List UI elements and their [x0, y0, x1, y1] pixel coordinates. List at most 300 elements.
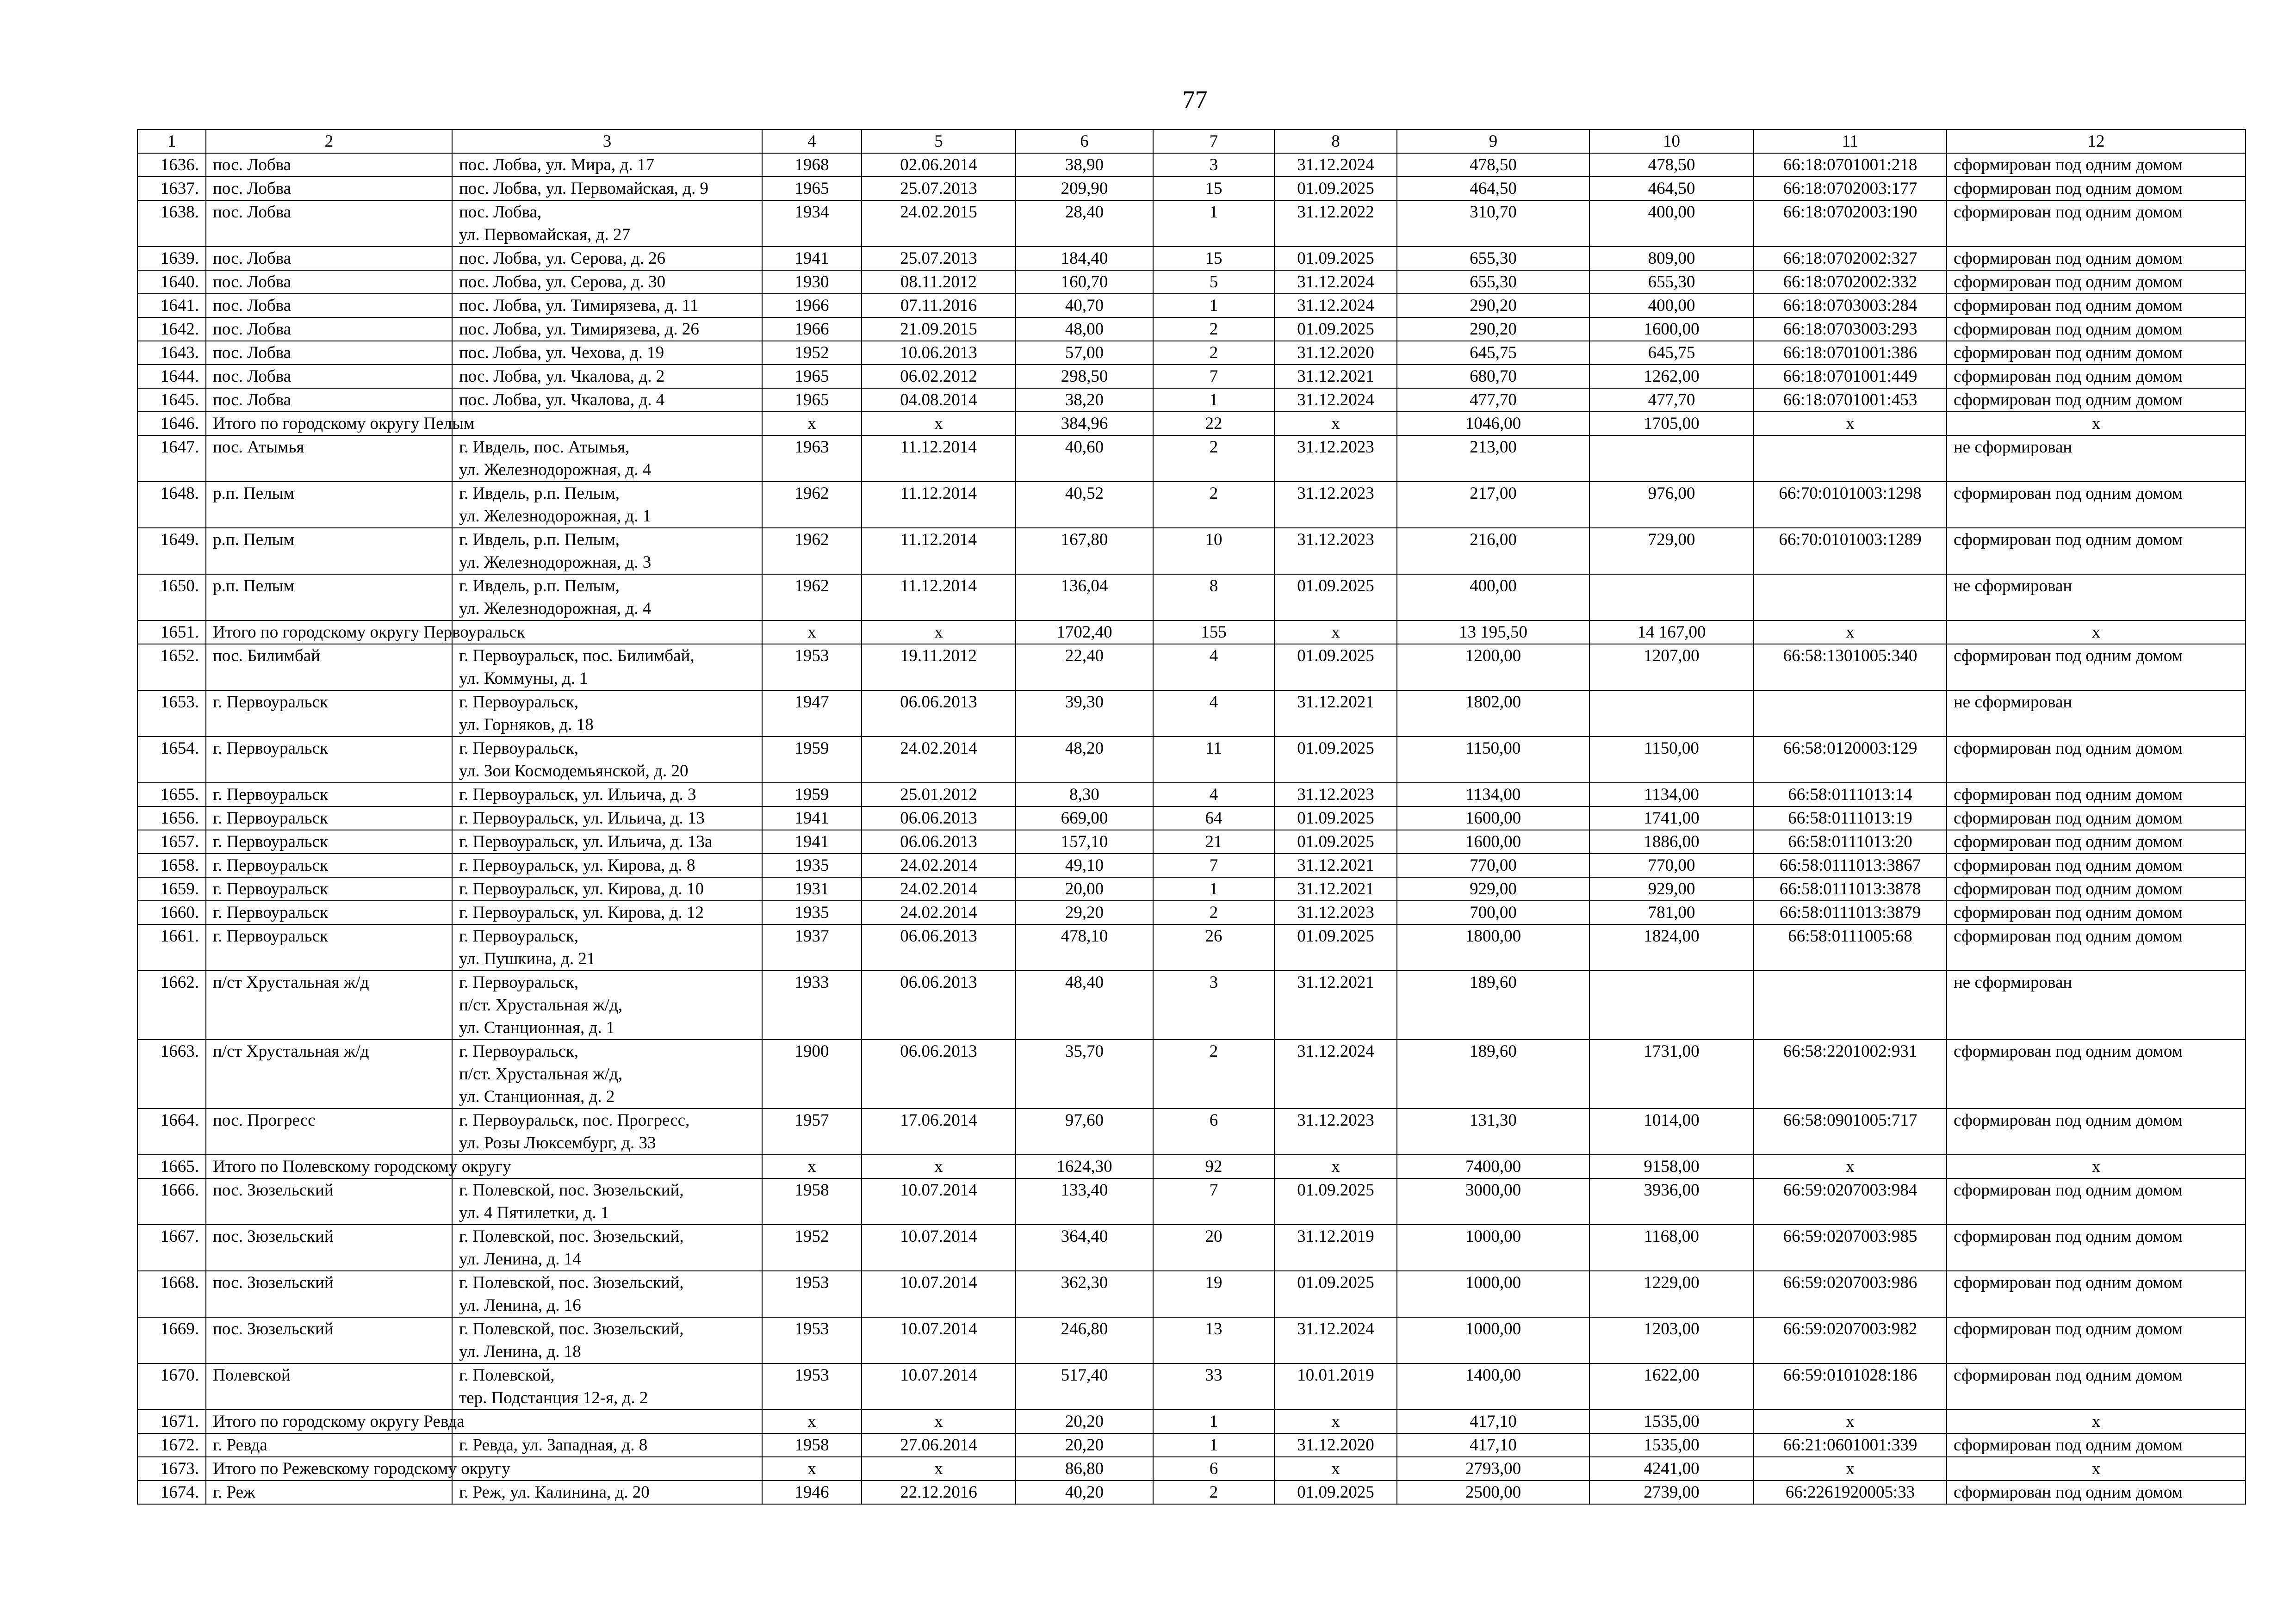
address-line: ул. Горняков, д. 18 — [459, 715, 594, 734]
row-number: 1644. — [137, 365, 206, 388]
table-row — [137, 574, 2246, 620]
status-cell: сформирован под одним домом — [1947, 482, 2246, 528]
table-row — [137, 528, 2246, 574]
year-cell: 1937 — [762, 924, 862, 971]
column-number: 3 — [452, 130, 762, 153]
area-cell: 49,10 — [1016, 854, 1153, 877]
table-row — [137, 294, 2246, 317]
year-cell: 1965 — [762, 388, 862, 412]
area-cell: 157,10 — [1016, 830, 1153, 854]
column-10-cell: 464,50 — [1589, 177, 1754, 200]
deadline-cell: 01.09.2025 — [1274, 317, 1397, 341]
date-cell: 24.02.2014 — [862, 737, 1016, 783]
status-cell: сформирован под одним домом — [1947, 1363, 2246, 1410]
year-cell: 1952 — [762, 341, 862, 365]
year-cell: 1962 — [762, 574, 862, 620]
people-count-cell: 19 — [1153, 1271, 1274, 1317]
address-line: г. Первоуральск, — [459, 927, 579, 946]
area-cell: 40,52 — [1016, 482, 1153, 528]
page-number: 77 — [1182, 86, 1208, 113]
locality-cell: пос. Лобва — [206, 200, 452, 247]
date-cell: х — [862, 1410, 1016, 1433]
address-line: ул. Железнодорожная, д. 1 — [459, 507, 652, 526]
address-cell — [452, 1271, 762, 1317]
column-9-cell: 700,00 — [1397, 901, 1589, 924]
address-line: ул. Ленина, д. 18 — [459, 1342, 581, 1361]
address-line: пос. Лобва, ул. Тимирязева, д. 11 — [459, 296, 699, 315]
cadastral-number-cell: 66:58:0120003:129 — [1754, 737, 1947, 783]
deadline-cell: 31.12.2023 — [1274, 435, 1397, 482]
address-line: пос. Лобва, ул. Чкалова, д. 4 — [459, 390, 665, 409]
date-cell: 24.02.2015 — [862, 200, 1016, 247]
cadastral-number-cell: 66:58:0111013:3878 — [1754, 877, 1947, 901]
year-cell: х — [762, 620, 862, 644]
year-cell: 1968 — [762, 153, 862, 177]
people-count-cell: 6 — [1153, 1457, 1274, 1481]
column-9-cell: 1802,00 — [1397, 690, 1589, 737]
locality-cell: пос. Зюзельский — [206, 1178, 452, 1225]
row-number: 1666. — [137, 1178, 206, 1225]
date-cell: 24.02.2014 — [862, 901, 1016, 924]
people-count-cell: 2 — [1153, 341, 1274, 365]
row-number: 1646. — [137, 412, 206, 435]
date-cell: 24.02.2014 — [862, 854, 1016, 877]
status-cell: сформирован под одним домом — [1947, 177, 2246, 200]
row-number: 1664. — [137, 1109, 206, 1155]
year-cell: 1953 — [762, 1317, 862, 1363]
table-row — [137, 1481, 2246, 1504]
year-cell: 1930 — [762, 270, 862, 294]
locality-cell: п/ст Хрустальная ж/д — [206, 971, 452, 1040]
table-row — [137, 1433, 2246, 1457]
year-cell: 1957 — [762, 1109, 862, 1155]
address-line: г. Первоуральск, ул. Кирова, д. 12 — [459, 903, 704, 922]
address-cell — [452, 806, 762, 830]
locality-cell: р.п. Пелым — [206, 574, 452, 620]
status-cell: сформирован под одним домом — [1947, 317, 2246, 341]
column-10-cell: 1731,00 — [1589, 1040, 1754, 1109]
people-count-cell: 22 — [1153, 412, 1274, 435]
row-number: 1663. — [137, 1040, 206, 1109]
area-cell: 184,40 — [1016, 247, 1153, 270]
status-cell: сформирован под одним домом — [1947, 388, 2246, 412]
address-cell — [452, 528, 762, 574]
people-count-cell: 15 — [1153, 247, 1274, 270]
total-label: Итого по городскому округу Пелым — [213, 414, 475, 433]
locality-cell: г. Первоуральск — [206, 737, 452, 783]
address-cell — [452, 690, 762, 737]
cadastral-number-cell: 66:18:0701001:453 — [1754, 388, 1947, 412]
column-9-cell: 929,00 — [1397, 877, 1589, 901]
column-9-cell: 1134,00 — [1397, 783, 1589, 806]
address-line: ул. Ленина, д. 16 — [459, 1296, 581, 1315]
table-row — [137, 1225, 2246, 1271]
cadastral-number-cell: 66:18:0701001:386 — [1754, 341, 1947, 365]
status-cell: не сформирован — [1947, 435, 2246, 482]
address-cell — [452, 294, 762, 317]
area-cell: 57,00 — [1016, 341, 1153, 365]
row-number: 1672. — [137, 1433, 206, 1457]
row-number: 1643. — [137, 341, 206, 365]
address-line: пос. Лобва, ул. Тимирязева, д. 26 — [459, 320, 699, 339]
status-cell: сформирован под одним домом — [1947, 830, 2246, 854]
cadastral-number-cell: 66:18:0702003:190 — [1754, 200, 1947, 247]
total-label-cell — [206, 412, 475, 435]
address-line: г. Первоуральск, ул. Ильича, д. 13а — [459, 832, 713, 851]
column-number: 7 — [1153, 130, 1274, 153]
area-cell: 48,40 — [1016, 971, 1153, 1040]
table-row — [137, 1363, 2246, 1410]
people-count-cell: 1 — [1153, 200, 1274, 247]
address-line: г. Первоуральск, — [459, 973, 579, 992]
column-9-cell: 417,10 — [1397, 1433, 1589, 1457]
people-count-cell: 33 — [1153, 1363, 1274, 1410]
table-row — [137, 644, 2246, 690]
deadline-cell: 31.12.2024 — [1274, 388, 1397, 412]
column-9-cell: 213,00 — [1397, 435, 1589, 482]
table-row — [137, 830, 2246, 854]
address-line: пос. Лобва, ул. Серова, д. 26 — [459, 249, 666, 268]
year-cell: 1935 — [762, 901, 862, 924]
row-number: 1660. — [137, 901, 206, 924]
deadline-cell: 31.12.2024 — [1274, 270, 1397, 294]
locality-cell: пос. Лобва — [206, 294, 452, 317]
locality-cell: г. Реж — [206, 1481, 452, 1504]
address-line: ул. Коммуны, д. 1 — [459, 669, 588, 688]
row-number: 1640. — [137, 270, 206, 294]
status-cell: сформирован под одним домом — [1947, 528, 2246, 574]
deadline-cell: 01.09.2025 — [1274, 574, 1397, 620]
status-cell: сформирован под одним домом — [1947, 877, 2246, 901]
people-count-cell: 2 — [1153, 435, 1274, 482]
year-cell: 1962 — [762, 528, 862, 574]
people-count-cell: 1 — [1153, 388, 1274, 412]
deadline-cell: 31.12.2021 — [1274, 854, 1397, 877]
row-number: 1673. — [137, 1457, 206, 1481]
cadastral-number-cell: х — [1754, 1155, 1947, 1178]
status-cell: х — [1947, 1410, 2246, 1433]
people-count-cell: 1 — [1153, 294, 1274, 317]
address-line: г. Полевской, пос. Зюзельский, — [459, 1273, 684, 1292]
year-cell: 1931 — [762, 877, 862, 901]
locality-cell: р.п. Пелым — [206, 482, 452, 528]
date-cell: 27.06.2014 — [862, 1433, 1016, 1457]
column-10-cell: 4241,00 — [1589, 1457, 1754, 1481]
column-9-cell: 478,50 — [1397, 153, 1589, 177]
cadastral-number-cell: х — [1754, 620, 1947, 644]
total-label: Итого по городскому округу Ревда — [213, 1412, 465, 1431]
cadastral-number-cell: 66:59:0207003:982 — [1754, 1317, 1947, 1363]
column-9-cell: 1000,00 — [1397, 1271, 1589, 1317]
deadline-cell: х — [1274, 1155, 1397, 1178]
cadastral-number-cell: 66:59:0207003:984 — [1754, 1178, 1947, 1225]
total-label-cell — [206, 620, 525, 644]
table-row — [137, 877, 2246, 901]
date-cell: 10.06.2013 — [862, 341, 1016, 365]
locality-cell: пос. Атымья — [206, 435, 452, 482]
total-label: Итого по Полевскому городскому округу — [213, 1157, 511, 1176]
address-line: пос. Лобва, ул. Мира, д. 17 — [459, 155, 654, 174]
locality-cell: г. Первоуральск — [206, 877, 452, 901]
deadline-cell: 01.09.2025 — [1274, 737, 1397, 783]
year-cell: 1941 — [762, 806, 862, 830]
date-cell: 06.06.2013 — [862, 1040, 1016, 1109]
cadastral-number-cell: х — [1754, 412, 1947, 435]
area-cell: 40,70 — [1016, 294, 1153, 317]
column-10-cell: 976,00 — [1589, 482, 1754, 528]
total-label-cell — [206, 1410, 465, 1433]
address-line: г. Первоуральск, ул. Кирова, д. 10 — [459, 880, 704, 898]
table-row — [137, 365, 2246, 388]
column-9-cell: 216,00 — [1397, 528, 1589, 574]
column-9-cell: 1800,00 — [1397, 924, 1589, 971]
column-9-cell: 1400,00 — [1397, 1363, 1589, 1410]
column-10-cell: 809,00 — [1589, 247, 1754, 270]
date-cell: 07.11.2016 — [862, 294, 1016, 317]
deadline-cell: 01.09.2025 — [1274, 830, 1397, 854]
address-cell — [452, 388, 762, 412]
year-cell: 1946 — [762, 1481, 862, 1504]
area-cell: 384,96 — [1016, 412, 1153, 435]
column-9-cell: 655,30 — [1397, 247, 1589, 270]
people-count-cell: 2 — [1153, 901, 1274, 924]
column-10-cell: 2739,00 — [1589, 1481, 1754, 1504]
date-cell: 11.12.2014 — [862, 482, 1016, 528]
status-cell: сформирован под одним домом — [1947, 341, 2246, 365]
status-cell: сформирован под одним домом — [1947, 270, 2246, 294]
address-cell — [452, 854, 762, 877]
year-cell: 1935 — [762, 854, 862, 877]
date-cell: 19.11.2012 — [862, 644, 1016, 690]
people-count-cell: 26 — [1153, 924, 1274, 971]
deadline-cell: 31.12.2021 — [1274, 971, 1397, 1040]
cadastral-number-cell: 66:18:0703003:284 — [1754, 294, 1947, 317]
address-line: ул. Ленина, д. 14 — [459, 1250, 581, 1269]
area-cell: 167,80 — [1016, 528, 1153, 574]
area-cell: 364,40 — [1016, 1225, 1153, 1271]
column-10-cell: 1622,00 — [1589, 1363, 1754, 1410]
year-cell: 1965 — [762, 177, 862, 200]
date-cell: 21.09.2015 — [862, 317, 1016, 341]
date-cell: 08.11.2012 — [862, 270, 1016, 294]
people-count-cell: 64 — [1153, 806, 1274, 830]
row-number: 1657. — [137, 830, 206, 854]
address-line: г. Первоуральск, пос. Прогресс, — [459, 1111, 690, 1130]
deadline-cell: 01.09.2025 — [1274, 1271, 1397, 1317]
date-cell: 17.06.2014 — [862, 1109, 1016, 1155]
address-line: ул. Железнодорожная, д. 4 — [459, 599, 652, 618]
row-number: 1648. — [137, 482, 206, 528]
address-cell — [452, 1178, 762, 1225]
cadastral-number-cell: 66:18:0702002:327 — [1754, 247, 1947, 270]
address-cell — [452, 153, 762, 177]
locality-cell: пос. Прогресс — [206, 1109, 452, 1155]
deadline-cell: 31.12.2023 — [1274, 783, 1397, 806]
column-10-cell: 929,00 — [1589, 877, 1754, 901]
status-cell: не сформирован — [1947, 971, 2246, 1040]
status-cell: сформирован под одним домом — [1947, 1317, 2246, 1363]
cadastral-number-cell: 66:21:0601001:339 — [1754, 1433, 1947, 1457]
status-cell: сформирован под одним домом — [1947, 1040, 2246, 1109]
status-cell: сформирован под одним домом — [1947, 901, 2246, 924]
table-row — [137, 435, 2246, 482]
date-cell: х — [862, 1457, 1016, 1481]
year-cell: 1953 — [762, 1271, 862, 1317]
area-cell: 246,80 — [1016, 1317, 1153, 1363]
column-10-cell: 14 167,00 — [1589, 620, 1754, 644]
area-cell: 28,40 — [1016, 200, 1153, 247]
address-cell — [452, 644, 762, 690]
status-cell: не сформирован — [1947, 574, 2246, 620]
cadastral-number-cell — [1754, 690, 1947, 737]
date-cell: 22.12.2016 — [862, 1481, 1016, 1504]
row-number: 1665. — [137, 1155, 206, 1178]
address-line: г. Первоуральск, ул. Ильича, д. 13 — [459, 809, 705, 828]
year-cell: 1934 — [762, 200, 862, 247]
people-count-cell: 20 — [1153, 1225, 1274, 1271]
locality-cell: пос. Лобва — [206, 365, 452, 388]
date-cell: 02.06.2014 — [862, 153, 1016, 177]
date-cell: 10.07.2014 — [862, 1225, 1016, 1271]
cadastral-number-cell: 66:2261920005:33 — [1754, 1481, 1947, 1504]
date-cell: 10.07.2014 — [862, 1363, 1016, 1410]
date-cell: 10.07.2014 — [862, 1178, 1016, 1225]
status-cell: сформирован под одним домом — [1947, 365, 2246, 388]
address-line: ул. Первомайская, д. 27 — [459, 225, 630, 244]
table-row — [137, 737, 2246, 783]
cadastral-number-cell: 66:59:0101028:186 — [1754, 1363, 1947, 1410]
area-cell: 97,60 — [1016, 1109, 1153, 1155]
table-row — [137, 388, 2246, 412]
column-number: 8 — [1274, 130, 1397, 153]
address-cell — [452, 924, 762, 971]
area-cell: 86,80 — [1016, 1457, 1153, 1481]
address-line: п/ст. Хрустальная ж/д, — [459, 1065, 623, 1084]
status-cell: сформирован под одним домом — [1947, 153, 2246, 177]
address-cell — [452, 830, 762, 854]
status-cell: сформирован под одним домом — [1947, 1109, 2246, 1155]
area-cell: 478,10 — [1016, 924, 1153, 971]
row-number: 1650. — [137, 574, 206, 620]
total-row — [137, 620, 2246, 644]
date-cell: 11.12.2014 — [862, 435, 1016, 482]
row-number: 1670. — [137, 1363, 206, 1410]
row-number: 1645. — [137, 388, 206, 412]
column-9-cell: 310,70 — [1397, 200, 1589, 247]
deadline-cell: 31.12.2024 — [1274, 1040, 1397, 1109]
column-9-cell: 464,50 — [1397, 177, 1589, 200]
date-cell: 04.08.2014 — [862, 388, 1016, 412]
people-count-cell: 155 — [1153, 620, 1274, 644]
address-line: ул. Станционная, д. 1 — [459, 1018, 615, 1037]
year-cell: 1963 — [762, 435, 862, 482]
row-number: 1636. — [137, 153, 206, 177]
column-10-cell: 1535,00 — [1589, 1410, 1754, 1433]
date-cell: х — [862, 1155, 1016, 1178]
address-cell — [452, 177, 762, 200]
address-cell — [452, 1040, 762, 1109]
column-number: 2 — [206, 130, 452, 153]
year-cell: х — [762, 1410, 862, 1433]
total-row — [137, 1155, 2246, 1178]
column-10-cell: 1535,00 — [1589, 1433, 1754, 1457]
area-cell: 48,20 — [1016, 737, 1153, 783]
column-number: 5 — [862, 130, 1016, 153]
column-10-cell: 1229,00 — [1589, 1271, 1754, 1317]
cadastral-number-cell: х — [1754, 1410, 1947, 1433]
address-cell — [452, 971, 762, 1040]
column-9-cell: 7400,00 — [1397, 1155, 1589, 1178]
register-table — [137, 129, 2246, 1505]
locality-cell: пос. Зюзельский — [206, 1271, 452, 1317]
row-number: 1662. — [137, 971, 206, 1040]
year-cell: х — [762, 1457, 862, 1481]
column-9-cell: 770,00 — [1397, 854, 1589, 877]
year-cell: 1962 — [762, 482, 862, 528]
deadline-cell: 31.12.2023 — [1274, 528, 1397, 574]
date-cell: 06.02.2012 — [862, 365, 1016, 388]
status-cell: сформирован под одним домом — [1947, 924, 2246, 971]
table-row — [137, 854, 2246, 877]
column-number: 9 — [1397, 130, 1589, 153]
table-row — [137, 901, 2246, 924]
column-9-cell: 290,20 — [1397, 317, 1589, 341]
address-line: г. Ивдель, р.п. Пелым, — [459, 576, 620, 595]
status-cell: сформирован под одним домом — [1947, 1481, 2246, 1504]
column-10-cell: 478,50 — [1589, 153, 1754, 177]
column-10-cell: 1262,00 — [1589, 365, 1754, 388]
column-9-cell: 1600,00 — [1397, 830, 1589, 854]
deadline-cell: х — [1274, 620, 1397, 644]
cadastral-number-cell: 66:58:0111013:3879 — [1754, 901, 1947, 924]
area-cell: 35,70 — [1016, 1040, 1153, 1109]
area-cell: 8,30 — [1016, 783, 1153, 806]
area-cell: 29,20 — [1016, 901, 1153, 924]
total-row — [137, 1410, 2246, 1433]
date-cell: 06.06.2013 — [862, 806, 1016, 830]
total-row — [137, 412, 2246, 435]
area-cell: 38,20 — [1016, 388, 1153, 412]
table-row — [137, 177, 2246, 200]
address-line: пос. Лобва, ул. Чехова, д. 19 — [459, 343, 664, 362]
people-count-cell: 2 — [1153, 317, 1274, 341]
locality-cell: пос. Зюзельский — [206, 1225, 452, 1271]
address-cell — [452, 341, 762, 365]
locality-cell: пос. Лобва — [206, 317, 452, 341]
address-cell — [452, 877, 762, 901]
year-cell: 1953 — [762, 1363, 862, 1410]
column-9-cell: 400,00 — [1397, 574, 1589, 620]
people-count-cell: 5 — [1153, 270, 1274, 294]
address-line: пос. Лобва, ул. Первомайская, д. 9 — [459, 179, 709, 198]
deadline-cell: 01.09.2025 — [1274, 644, 1397, 690]
row-number: 1647. — [137, 435, 206, 482]
address-line: ул. Железнодорожная, д. 3 — [459, 553, 652, 572]
people-count-cell: 13 — [1153, 1317, 1274, 1363]
address-cell — [452, 270, 762, 294]
year-cell: 1947 — [762, 690, 862, 737]
year-cell: 1966 — [762, 317, 862, 341]
status-cell: сформирован под одним домом — [1947, 854, 2246, 877]
cadastral-number-cell: х — [1754, 1457, 1947, 1481]
locality-cell: г. Ревда — [206, 1433, 452, 1457]
column-9-cell: 477,70 — [1397, 388, 1589, 412]
address-cell — [452, 365, 762, 388]
cadastral-number-cell: 66:70:0101003:1298 — [1754, 482, 1947, 528]
row-number: 1649. — [137, 528, 206, 574]
status-cell: сформирован под одним домом — [1947, 806, 2246, 830]
address-cell — [452, 482, 762, 528]
